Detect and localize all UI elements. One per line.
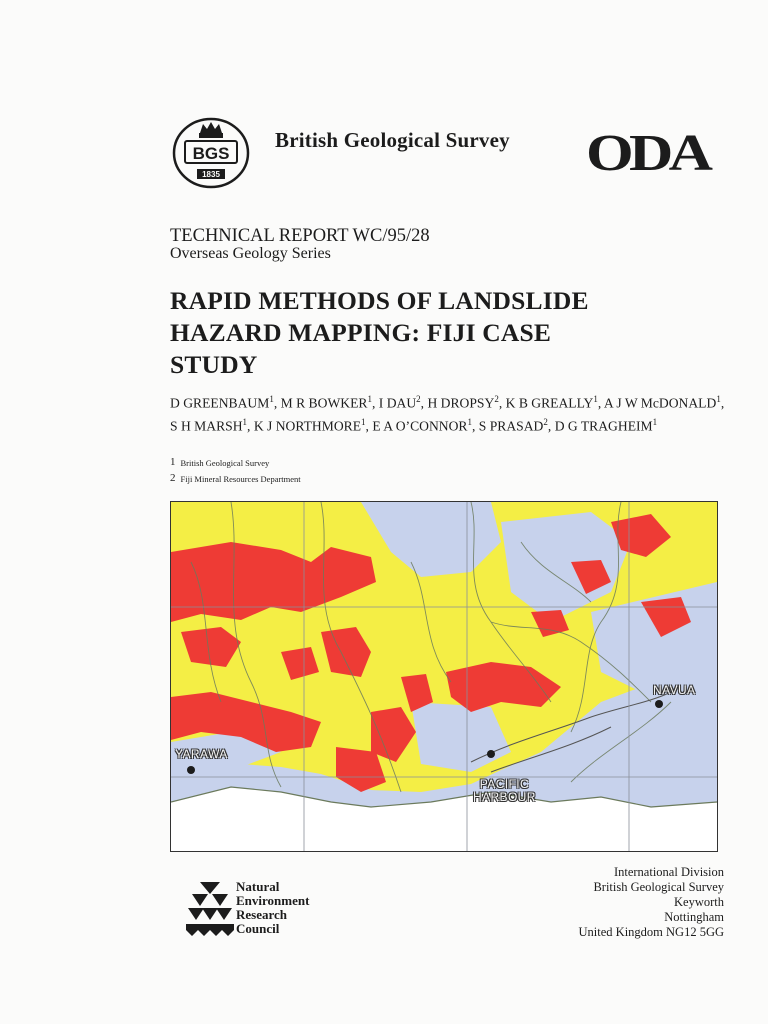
nerc-line: Environment <box>236 893 310 908</box>
title-line: STUDY <box>170 350 258 379</box>
author-affiliation: 1 <box>652 416 658 427</box>
map-label-pacific-harbour <box>473 778 536 804</box>
author-affiliation: 1 <box>593 394 598 404</box>
author-name: E A O’CONNOR <box>372 418 468 434</box>
affiliation-1 <box>170 456 269 468</box>
map-label-line: PACIFIC <box>479 777 530 791</box>
author-name: K J NORTHMORE <box>253 418 362 434</box>
affiliation-name: British Geological Survey <box>180 458 270 468</box>
title-line: HAZARD MAPPING: FIJI CASE <box>170 318 552 347</box>
report-title <box>170 285 730 381</box>
bgs-logo-text: BGS <box>192 144 230 163</box>
author-name: H DROPSY <box>427 395 495 411</box>
author-name: D G TRAGHEIM <box>554 418 653 434</box>
address-line: International Division <box>613 865 724 879</box>
author-separator: , <box>597 395 604 411</box>
navua-marker <box>655 700 663 708</box>
author-affiliation: 1 <box>242 416 248 427</box>
author-affiliation: 1 <box>467 416 472 427</box>
author-name: M R BOWKER <box>280 395 368 411</box>
nerc-line: Research <box>236 907 288 922</box>
nerc-name <box>236 880 309 936</box>
oda-logo: ODA <box>586 125 709 182</box>
bgs-logo-year: 1835 <box>202 170 220 179</box>
map-image <box>171 502 717 851</box>
author-list <box>170 390 730 435</box>
author-separator: , <box>365 418 373 434</box>
author-separator: , <box>420 395 428 411</box>
author-separator: , <box>371 395 379 411</box>
report-series: Overseas Geology Series <box>170 245 331 262</box>
author-name: S H MARSH <box>170 418 243 434</box>
landslide-hazard-map <box>170 501 718 852</box>
author-name: K B GREALLY <box>505 395 594 411</box>
nerc-logo-icon <box>186 880 234 938</box>
author-separator: , <box>720 395 725 411</box>
map-label-yarawa: YARAWA <box>175 747 228 761</box>
author-separator: , <box>273 395 281 411</box>
address-line: Keyworth <box>674 895 724 909</box>
map-label-navua: NAVUA <box>653 683 696 697</box>
nerc-line: Natural <box>236 879 280 894</box>
affiliation-name: Fiji Mineral Resources Department <box>180 474 301 484</box>
author-name: S PRASAD <box>478 418 544 434</box>
organization-name: British Geological Survey <box>275 128 510 152</box>
report-id: TECHNICAL REPORT WC/95/28 <box>170 226 430 246</box>
address-line: United Kingdom NG12 5GG <box>578 925 724 939</box>
bgs-logo <box>172 117 250 189</box>
author-affiliation: 2 <box>494 394 499 404</box>
affiliation-2 <box>170 472 301 484</box>
author-separator: , <box>247 418 254 434</box>
author-affiliation: 2 <box>416 394 421 404</box>
publisher-address <box>579 865 724 940</box>
author-affiliation: 1 <box>269 394 274 404</box>
map-label-line: HARBOUR <box>473 790 536 804</box>
author-name: A J W McDONALD <box>603 395 717 411</box>
author-affiliation: 1 <box>361 416 366 427</box>
affiliation-number: 1 <box>170 456 176 468</box>
pacific-harbour-marker <box>487 750 495 758</box>
author-affiliation: 1 <box>716 394 721 404</box>
author-separator: , <box>471 418 479 434</box>
author-affiliation: 2 <box>543 416 548 427</box>
author-separator: , <box>498 395 506 411</box>
title-line: RAPID METHODS OF LANDSLIDE <box>170 286 589 315</box>
affiliation-number: 2 <box>170 472 176 484</box>
nerc-line: Council <box>236 921 280 936</box>
yarawa-marker <box>187 766 195 774</box>
author-affiliation: 1 <box>367 394 372 404</box>
author-name: I DAU <box>378 395 417 411</box>
author-name: D GREENBAUM <box>170 395 270 411</box>
address-line: British Geological Survey <box>593 880 724 894</box>
address-line: Nottingham <box>664 910 724 924</box>
author-separator: , <box>547 418 555 434</box>
